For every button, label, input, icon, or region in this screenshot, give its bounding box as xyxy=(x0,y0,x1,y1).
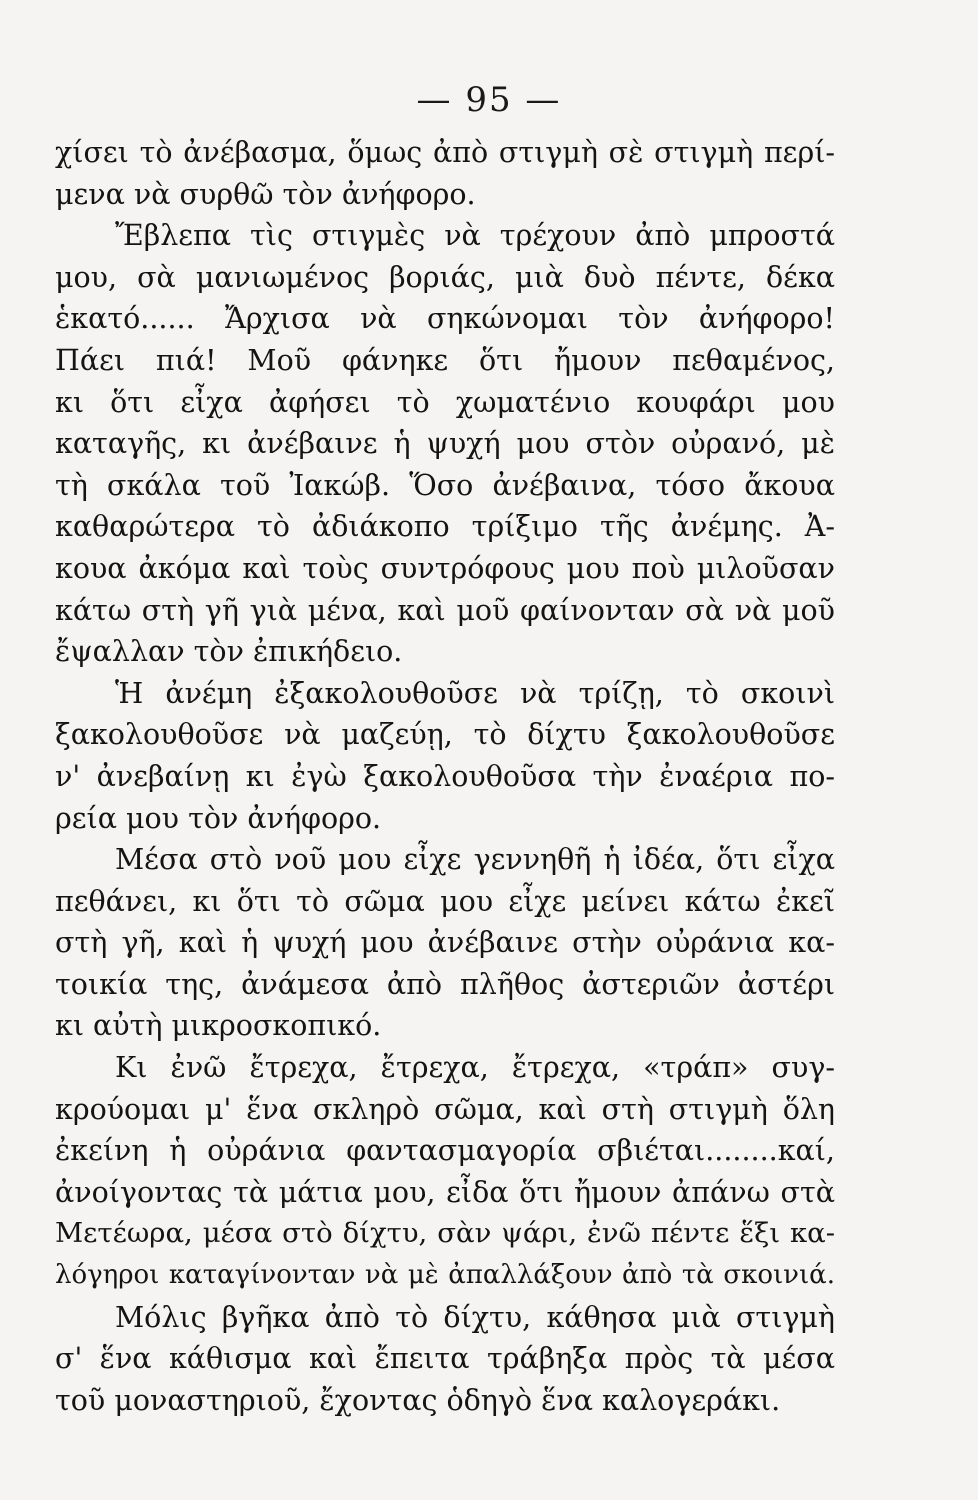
text-line: καθαρώτερα τὸ ἀδιάκοπο τρίξιμο τῆς ἀνέμης. Ἀ- xyxy=(55,510,835,544)
text-line: Μέσα στὸ νοῦ μου εἶχε γεννηθῆ ἡ ἰδέα, ὅτι εἶχα xyxy=(115,843,835,877)
text-line: ἀνοίγοντας τὰ μάτια μου, εἶδα ὅτι ἤμουν ἀπάνω στὰ xyxy=(55,1175,835,1209)
text-line: τὴ σκάλα τοῦ Ἰακώβ. Ὅσο ἀνέβαινα, τόσο ἄκουα xyxy=(55,468,835,502)
text-line: Ἡ ἀνέμη ἐξακολουθοῦσε νὰ τρίζῃ, τὸ σκοινὶ xyxy=(115,676,835,710)
text-line: λόγηροι καταγίνονταν νὰ μὲ ἀπαλλάξουν ἀπὸ τὰ σκοινιά. xyxy=(55,1260,835,1291)
text-line: μου, σὰ μανιωμένος βοριάς, μιὰ δυὸ πέντε, δέκα xyxy=(55,260,835,294)
text-line: ἐκείνη ἡ οὐράνια φαντασμαγορία σβιέται........καί, xyxy=(55,1134,835,1168)
text-line: καταγῆς, κι ἀνέβαινε ἡ ψυχή μου στὸν οὐρανό, μὲ xyxy=(55,427,835,461)
text-line: κι αὐτὴ μικροσκοπικό. xyxy=(55,1009,382,1043)
text-line: Ἔβλεπα τὶς στιγμὲς νὰ τρέχουν ἀπὸ μπροστά xyxy=(115,219,835,253)
text-line: σ' ἕνα κάθισμα καὶ ἔπειτα τράβηξα πρὸς τὰ μέσα xyxy=(55,1342,835,1376)
text-line: πεθάνει, κι ὅτι τὸ σῶμα μου εἶχε μείνει κάτω ἐκεῖ xyxy=(55,884,835,918)
body-text xyxy=(55,132,835,1421)
text-line: Κι ἐνῶ ἔτρεχα, ἔτρεχα, ἔτρεχα, «τράπ» συγ- xyxy=(115,1051,835,1085)
text-line: ξακολουθοῦσε νὰ μαζεύῃ, τὸ δίχτυ ξακολουθοῦσε xyxy=(55,718,835,752)
text-line: ρεία μου τὸν ἀνήφορο. xyxy=(55,801,382,835)
text-line: κουα ἀκόμα καὶ τοὺς συντρόφους μου ποὺ μιλοῦσαν xyxy=(55,551,835,585)
text-line: Πάει πιά! Μοῦ φάνηκε ὅτι ἤμουν πεθαμένος, xyxy=(55,343,835,377)
text-line: στὴ γῆ, καὶ ἡ ψυχή μου ἀνέβαινε στὴν οὐράνια κα- xyxy=(55,926,835,960)
text-line: τοικία της, ἀνάμεσα ἀπὸ πλῆθος ἀστεριῶν ἀστέρι xyxy=(55,967,835,1001)
text-line: ἑκατό...... Ἄρχισα νὰ σηκώνομαι τὸν ἀνήφορο! xyxy=(55,302,835,336)
text-line: κάτω στὴ γῆ γιὰ μένα, καὶ μοῦ φαίνονταν σὰ νὰ μοῦ xyxy=(55,593,835,627)
text-line: κρούομαι μ' ἕνα σκληρὸ σῶμα, καὶ στὴ στιγμὴ ὅλη xyxy=(55,1092,835,1126)
text-line: ν' ἀνεβαίνῃ κι ἐγὼ ξακολουθοῦσα τὴν ἐναέρια πο- xyxy=(55,759,835,793)
text-line: χίσει τὸ ἀνέβασμα, ὅμως ἀπὸ στιγμὴ σὲ στιγμὴ περί- xyxy=(55,136,835,169)
text-line: τοῦ μοναστηριοῦ, ἔχοντας ὁδηγὸ ἕνα καλογεράκι. xyxy=(55,1383,781,1417)
text-line: κι ὅτι εἶχα ἀφήσει τὸ χωματένιο κουφάρι μου xyxy=(55,385,835,419)
text-line: Μετέωρα, μέσα στὸ δίχτυ, σὰν ψάρι, ἐνῶ πέντε ἕξι κα- xyxy=(55,1217,835,1250)
text-line: ἔψαλλαν τὸν ἐπικήδειο. xyxy=(55,635,403,669)
text-line: Μόλις βγῆκα ἀπὸ τὸ δίχτυ, κάθησα μιὰ στιγμὴ xyxy=(115,1300,835,1334)
page-number: — 95 — xyxy=(416,80,562,120)
text-line: μενα νὰ συρθῶ τὸν ἀνήφορο. xyxy=(55,177,476,211)
